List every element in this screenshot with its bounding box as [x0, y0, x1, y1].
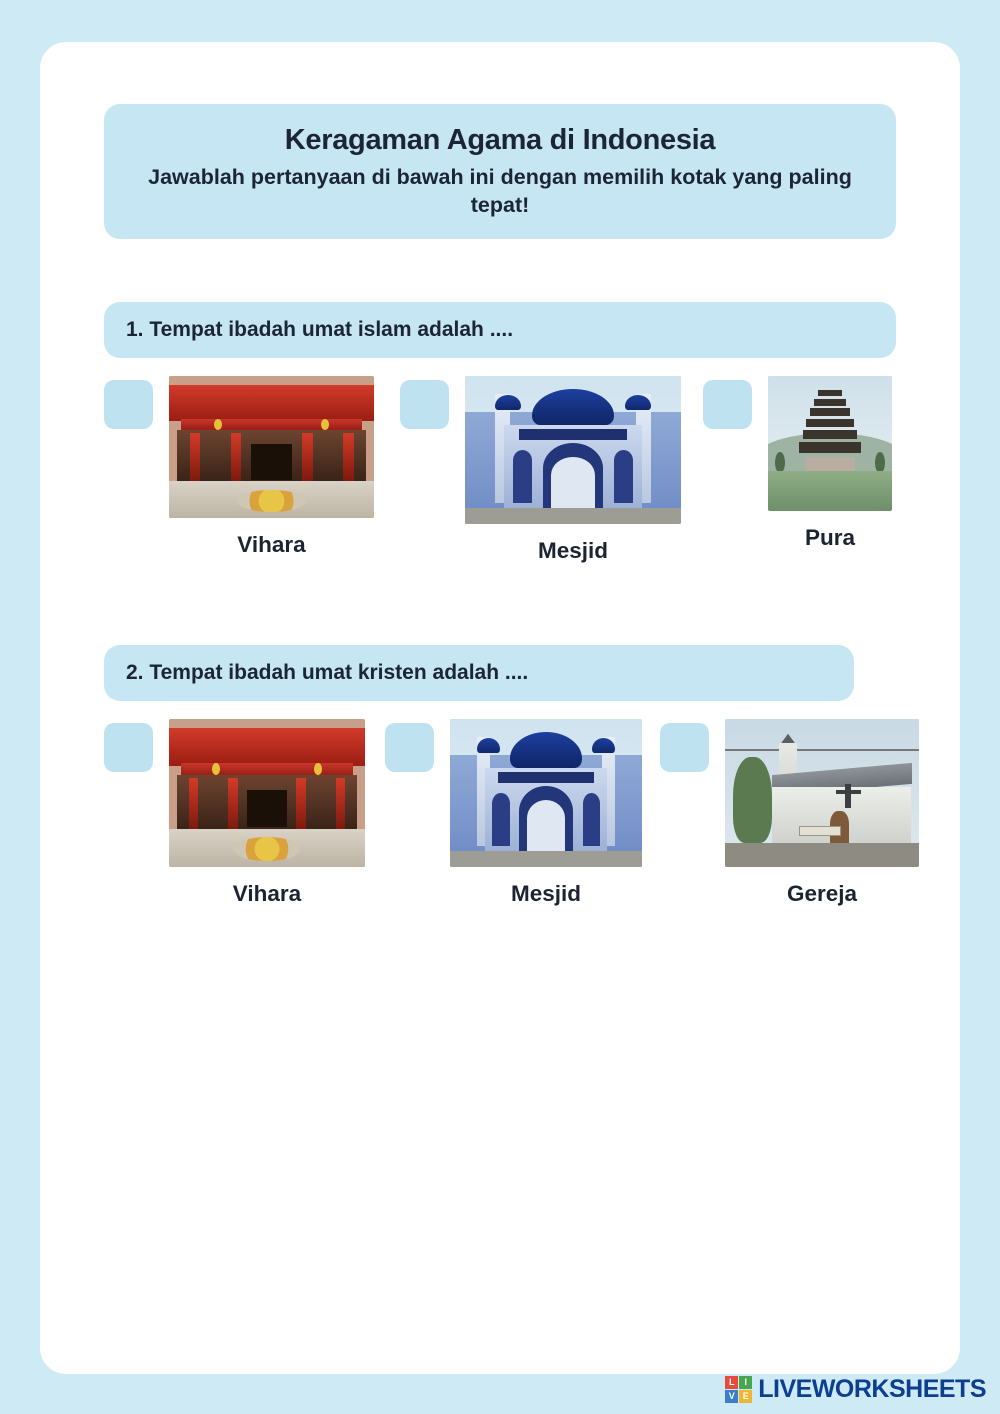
image-mesjid — [465, 376, 681, 524]
question-block-2 — [104, 645, 896, 907]
checkbox-2-1[interactable] — [104, 723, 153, 772]
checkbox-2-2[interactable] — [385, 723, 434, 772]
image-pura — [768, 376, 892, 511]
question-2-options — [104, 719, 896, 907]
logo-letter-l: L — [725, 1376, 738, 1389]
liveworksheets-brand: LIVEWORKSHEETS — [758, 1375, 986, 1403]
image-vihara — [169, 719, 365, 867]
page-title: Keragaman Agama di Indonesia — [284, 124, 716, 156]
liveworksheets-logo-icon — [725, 1376, 752, 1403]
option-2-2[interactable] — [385, 719, 642, 907]
worksheet-title-box — [104, 104, 896, 239]
worksheet-page — [40, 42, 960, 1374]
option-1-3[interactable] — [703, 376, 892, 551]
image-gereja — [725, 719, 919, 867]
option-2-3[interactable] — [660, 719, 919, 907]
page-instructions: Jawablah pertanyaan di bawah ini dengan memilih kotak yang paling tepat! — [148, 165, 852, 217]
question-1-options — [104, 376, 896, 564]
image-mesjid — [450, 719, 642, 867]
question-1-text: 1. Tempat ibadah umat islam adalah .... — [104, 302, 896, 358]
option-label-2-2: Mesjid — [510, 881, 582, 906]
liveworksheets-footer[interactable] — [725, 1375, 986, 1404]
option-2-1[interactable] — [104, 719, 365, 907]
question-2-text: 2. Tempat ibadah umat kristen adalah .... — [104, 645, 854, 701]
logo-letter-e: E — [739, 1390, 752, 1403]
checkbox-1-1[interactable] — [104, 380, 153, 429]
question-block-1 — [104, 302, 896, 564]
option-1-2[interactable] — [400, 376, 681, 564]
checkbox-1-2[interactable] — [400, 380, 449, 429]
option-label-2-3: Gereja — [786, 881, 858, 906]
logo-letter-i: I — [739, 1376, 752, 1389]
option-label-1-3: Pura — [804, 525, 856, 550]
logo-letter-v: V — [725, 1390, 738, 1403]
checkbox-2-3[interactable] — [660, 723, 709, 772]
option-label-2-1: Vihara — [232, 881, 302, 906]
image-vihara — [169, 376, 374, 518]
checkbox-1-3[interactable] — [703, 380, 752, 429]
option-label-1-2: Mesjid — [537, 538, 609, 563]
option-1-1[interactable] — [104, 376, 374, 558]
option-label-1-1: Vihara — [237, 532, 306, 557]
